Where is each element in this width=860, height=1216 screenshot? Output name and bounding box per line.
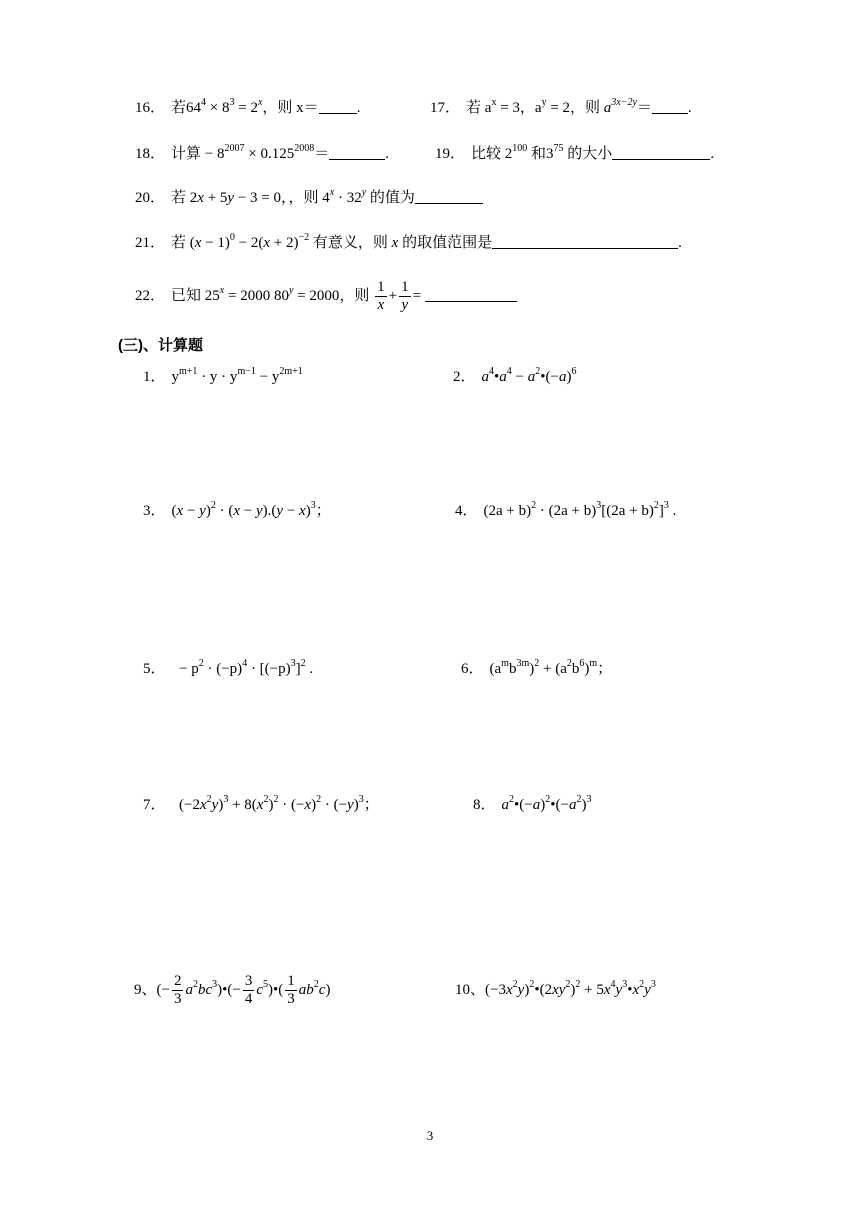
answer-blank[interactable]	[492, 234, 678, 249]
answer-blank[interactable]	[319, 99, 357, 114]
answer-blank[interactable]	[329, 145, 385, 160]
answer-blank[interactable]	[415, 189, 483, 204]
section-title: (三)、计算题	[118, 337, 203, 354]
answer-blank[interactable]	[652, 99, 688, 114]
problem-9: 9、(− $\frac{2}{3}$ $a^2bc^3)•(-$ $\frac{3}{4}$ $c^5)•$( $\frac{1}{3}$ $ab^2c$)	[134, 973, 331, 1008]
fraction: $\frac{1}{y}$	[401, 279, 409, 314]
answer-blank[interactable]	[612, 145, 710, 160]
question-19: 19． 比较 $2^{100}$ 和$3^{75}$ 的大小 .	[435, 143, 715, 162]
answer-blank[interactable]	[425, 287, 517, 302]
problem-8: 8． $a^2•(-a)^2•(-a^2)^3$	[473, 794, 592, 813]
question-17: 17． 若 $a^x = 3$，$a^y = 2$，则 $a^{3x-2y}=$ .	[430, 97, 692, 116]
fraction: $\frac{1}{x}$	[377, 279, 385, 314]
question-16: 16． 若$64^4 \times 8^3 = 2^x$，则 x＝ .	[135, 97, 361, 116]
question-20: 20． 若 2x + 5y − 3 = 0，，则 $4^x \cdot 32^y$ 的值为	[135, 188, 483, 208]
question-18: 18． 计算 − $8^{2007} \times 0.125^{2008}=$ .	[135, 143, 389, 162]
page-number: 3	[426, 1128, 434, 1143]
problem-5: 5． − $p^2 \cdot (-p)^4 \cdot [(-p)^3]^2$ .	[143, 658, 314, 677]
problem-1: 1． $y^{m+1} \cdot y \cdot y^{m-1} - y^{2m+1}$	[143, 366, 303, 385]
problem-2: 2． $a^4•a^4$ − $a^2•(-a)^6$	[453, 366, 577, 385]
fraction: $\frac{1}{3}$	[287, 973, 295, 1008]
problem-3: 3． $(x - y)^2 \cdot (x - y).(y - x)^3$；	[143, 500, 331, 519]
question-21: 21． 若 $(x - 1)^0 - 2(x + 2)^{-2}$ 有意义，则 x 的取值范围是 .	[135, 232, 682, 251]
fraction: $\frac{2}{3}$	[173, 973, 182, 1008]
problem-6: 6． $(a^mb^{3m})^2 + (a^2b^6)^m$；	[461, 658, 613, 677]
problem-7: 7． $(-2x^2y)^3 + 8(x^2)^2 \cdot (-x)^2 \cdot (-y)^3$；	[143, 794, 379, 813]
problem-10: 10、$(-3x^2y)^2•(2xy^2)^2$ + $5x^4y^3•x^2y^3$	[455, 979, 656, 998]
question-22: 22． 已知 $25^x = 2000$ $80^y = 2000$，则 $\frac{1}{x}$ + $\frac{1}{y}$ =	[135, 278, 517, 314]
problem-4: 4． $(2a + b)^2 \cdot (2a + b)^3[(2a + b)^2]^3$ .	[455, 500, 677, 519]
fraction: $\frac{3}{4}$	[244, 973, 253, 1008]
